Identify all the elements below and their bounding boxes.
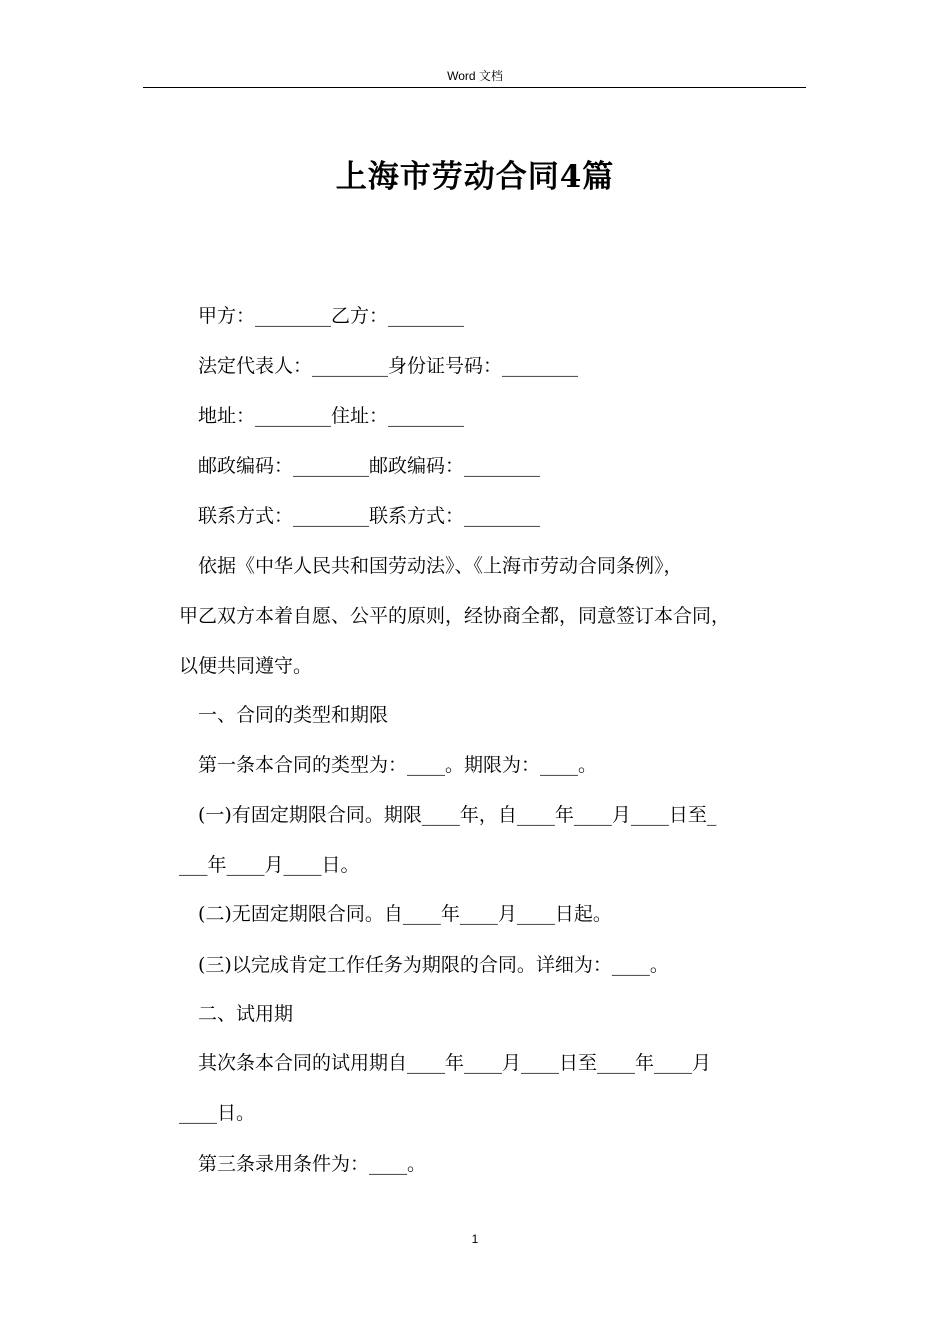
task-term-line: (三)以完成肯定工作任务为期限的合同。详细为：____。	[198, 954, 669, 976]
page-header-label: Word 文档	[447, 69, 503, 83]
fixed-term-line-1: (一)有固定期限合同。期限____年，自____年____月____日至_	[198, 804, 717, 826]
document-title: 上海市劳动合同4篇	[335, 159, 615, 195]
article-3-line: 第三条录用条件为：____。	[198, 1153, 427, 1175]
page-number: 1	[471, 1232, 479, 1246]
postcode-line: 邮政编码：________邮政编码：________	[198, 455, 541, 477]
fixed-term-line-2: ___年____月____日。	[179, 854, 360, 876]
contact-line: 联系方式：________联系方式：________	[198, 505, 541, 527]
legal-rep-line: 法定代表人：________身份证号码：________	[198, 355, 579, 377]
section-heading-2: 二、试用期	[198, 1003, 294, 1025]
header-divider	[143, 87, 806, 88]
open-term-line: (二)无固定期限合同。自____年____月____日起。	[198, 903, 612, 925]
probation-line-1: 其次条本合同的试用期自____年____月____日至____年____月	[198, 1052, 712, 1074]
address-line: 地址：________住址：________	[198, 405, 465, 427]
probation-line-2: ____日。	[179, 1102, 256, 1124]
preamble-line-1: 依据《中华人民共和国劳动法》、《上海市劳动合同条例》，	[198, 555, 683, 577]
party-names-line: 甲方：________乙方：________	[198, 305, 465, 327]
preamble-line-3: 以便共同遵守。	[179, 655, 313, 677]
section-heading-1: 一、合同的类型和期限	[198, 704, 389, 726]
article-1-line: 第一条本合同的类型为：____。期限为：____。	[198, 754, 598, 776]
preamble-line-2: 甲乙双方本着自愿、公平的原则，经协商全都，同意签订本合同，	[179, 605, 731, 627]
